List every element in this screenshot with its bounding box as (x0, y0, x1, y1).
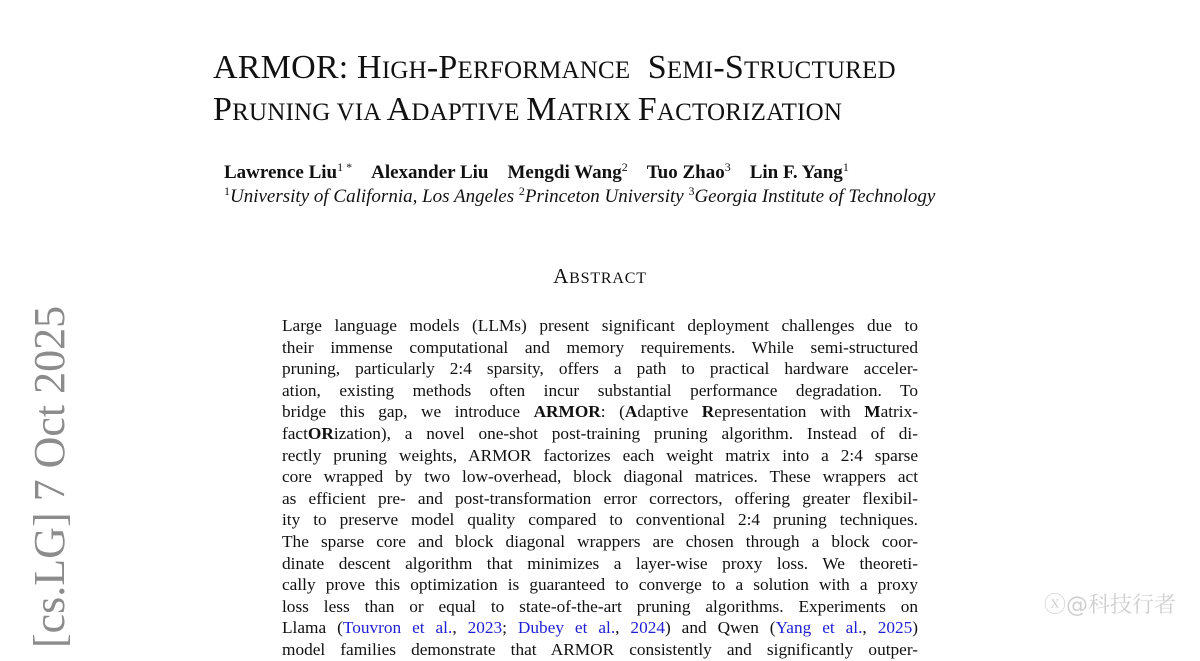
abstract-text: bridge this gap, we introduce (282, 402, 534, 422)
abstract-line (282, 401, 918, 423)
abstract-text: , (615, 618, 631, 638)
title-segment: S (630, 49, 667, 86)
abstract-text: Llama ( (282, 618, 343, 638)
title-segment: -S (713, 49, 744, 86)
abstract-bold-text: M (864, 402, 881, 422)
abstract-text: pruning, particularly 2:4 sparsity, offers a path to practical hardware acceler- (282, 359, 918, 379)
abstract-line (282, 509, 918, 531)
title-segment: TRUCTURED (743, 57, 896, 84)
title-segment: DAPTIVE (411, 99, 527, 126)
author-name: Mengdi Wang (507, 162, 622, 183)
abstract-heading-rest: BSTRACT (569, 270, 647, 287)
author-name: Lawrence Liu (224, 162, 338, 183)
author-name: Tuo Zhao (646, 162, 725, 183)
author-affiliation-mark: 2 (621, 160, 628, 174)
citation-link[interactable]: Touvron et al. (342, 618, 453, 638)
paper-title (213, 48, 896, 132)
title-segment: ERFORMANCE (457, 57, 631, 84)
abstract-text: rectly pruning weights, ARMOR factorizes each weight matrix into a 2:4 sparse (282, 445, 918, 465)
title-segment: ARMOR: (213, 49, 358, 86)
author (647, 162, 731, 183)
abstract-text: daptive (637, 402, 702, 422)
abstract-line (282, 617, 918, 639)
affiliation-name: Princeton University (524, 186, 689, 207)
abstract-text: their immense computational and memory requirements. While semi-structured (282, 337, 918, 357)
abstract-text: The sparse core and block diagonal wrappers are chosen through a block coor- (282, 531, 918, 551)
abstract-text: ) (912, 618, 919, 638)
author-name: Alexander Liu (371, 162, 489, 183)
arxiv-stamp: [cs.LG] 7 Oct 2025 (25, 305, 74, 648)
title-segment: M (526, 91, 557, 128)
title-segment: EMI (666, 57, 714, 84)
affiliation-mark: 3 (688, 184, 695, 198)
title-segment: P (213, 91, 233, 128)
abstract-text: dinate descent algorithm that minimizes a layer-wise proxy loss. We theoreti- (282, 553, 918, 573)
abstract-text: , (862, 618, 878, 638)
abstract-line (282, 445, 918, 467)
abstract-heading-initial: A (553, 264, 570, 288)
affiliation-list (224, 184, 935, 208)
abstract-text: loss less than or equal to state-of-the-art pruning algorithms. Experiments on (282, 596, 918, 616)
abstract-text: as efficient pre- and post-transformation error correctors, offering greater flexibil- (282, 488, 918, 508)
abstract-bold-text: OR (307, 423, 334, 443)
abstract-line (282, 423, 918, 445)
abstract-line (282, 380, 918, 402)
title-line-2 (213, 90, 896, 132)
affiliation-name: University of California, Los Angeles (230, 186, 519, 207)
abstract-text: atrix- (880, 402, 918, 422)
abstract-text: ization), a novel one-shot post-training pruning algorithm. Instead of di- (333, 423, 918, 443)
title-segment: ACTORIZATION (656, 99, 843, 126)
abstract-text: ation, existing methods often incur substantial performance degradation. To (282, 380, 918, 400)
title-line-1 (213, 48, 896, 90)
title-segment: RUNING VIA (232, 99, 387, 126)
abstract-body (282, 315, 918, 661)
abstract-heading (0, 264, 1200, 289)
abstract-text: ; (502, 618, 518, 638)
author-list (224, 160, 868, 184)
title-segment: A (386, 91, 412, 128)
citation-link[interactable]: Dubey et al. (517, 618, 616, 638)
abstract-text: fact (282, 423, 308, 443)
abstract-text: : ( (600, 402, 625, 422)
author-name: Lin F. Yang (749, 162, 843, 183)
abstract-bold-text: ARMOR (533, 402, 601, 422)
abstract-line (282, 596, 918, 618)
author-affiliation-mark: 3 (724, 160, 731, 174)
abstract-line (282, 315, 918, 337)
abstract-line (282, 639, 918, 661)
author (507, 162, 627, 183)
abstract-line (282, 531, 918, 553)
affiliation-mark: 1 (224, 184, 230, 198)
affiliation-mark: 2 (518, 184, 525, 198)
abstract-line (282, 488, 918, 510)
citation-link[interactable]: Yang et al. (775, 618, 863, 638)
abstract-text: cally prove this optimization is guaranteed to converge to a solution with a proxy (282, 575, 918, 595)
author-affiliation-mark: 1 (842, 160, 849, 174)
abstract-text: core wrapped by two low-overhead, block diagonal matrices. These wrappers act (282, 467, 918, 487)
abstract-line (282, 466, 918, 488)
title-segment: IGH (381, 57, 427, 84)
abstract-text: epresentation with (714, 402, 865, 422)
abstract-bold-text: R (701, 402, 715, 422)
abstract-text: Large language models (LLMs) present significant deployment challenges due to (282, 316, 918, 335)
author (750, 162, 849, 183)
title-segment: F (637, 91, 657, 128)
abstract-line (282, 574, 918, 596)
title-segment: H (357, 49, 382, 86)
citation-link[interactable]: 2023 (467, 618, 503, 638)
abstract-bold-text: A (624, 402, 638, 422)
abstract-text: model families demonstrate that ARMOR consistently and significantly outper- (282, 639, 918, 659)
abstract-line (282, 553, 918, 575)
title-segment: -P (426, 49, 458, 86)
watermark: ⓧ@科技行者 (1043, 593, 1176, 618)
author-affiliation-mark: 1 * (337, 160, 353, 174)
author (224, 162, 352, 183)
abstract-text: , (452, 618, 468, 638)
abstract-line (282, 358, 918, 380)
author (371, 162, 488, 183)
affiliation-name: Georgia Institute of Technology (694, 186, 936, 207)
citation-link[interactable]: 2025 (877, 618, 913, 638)
title-segment: ATRIX (556, 99, 638, 126)
abstract-text: ) and Qwen ( (664, 618, 776, 638)
abstract-line (282, 337, 918, 359)
citation-link[interactable]: 2024 (630, 618, 665, 638)
abstract-text: ity to preserve model quality compared to conventional 2:4 pruning techniques. (282, 510, 918, 530)
